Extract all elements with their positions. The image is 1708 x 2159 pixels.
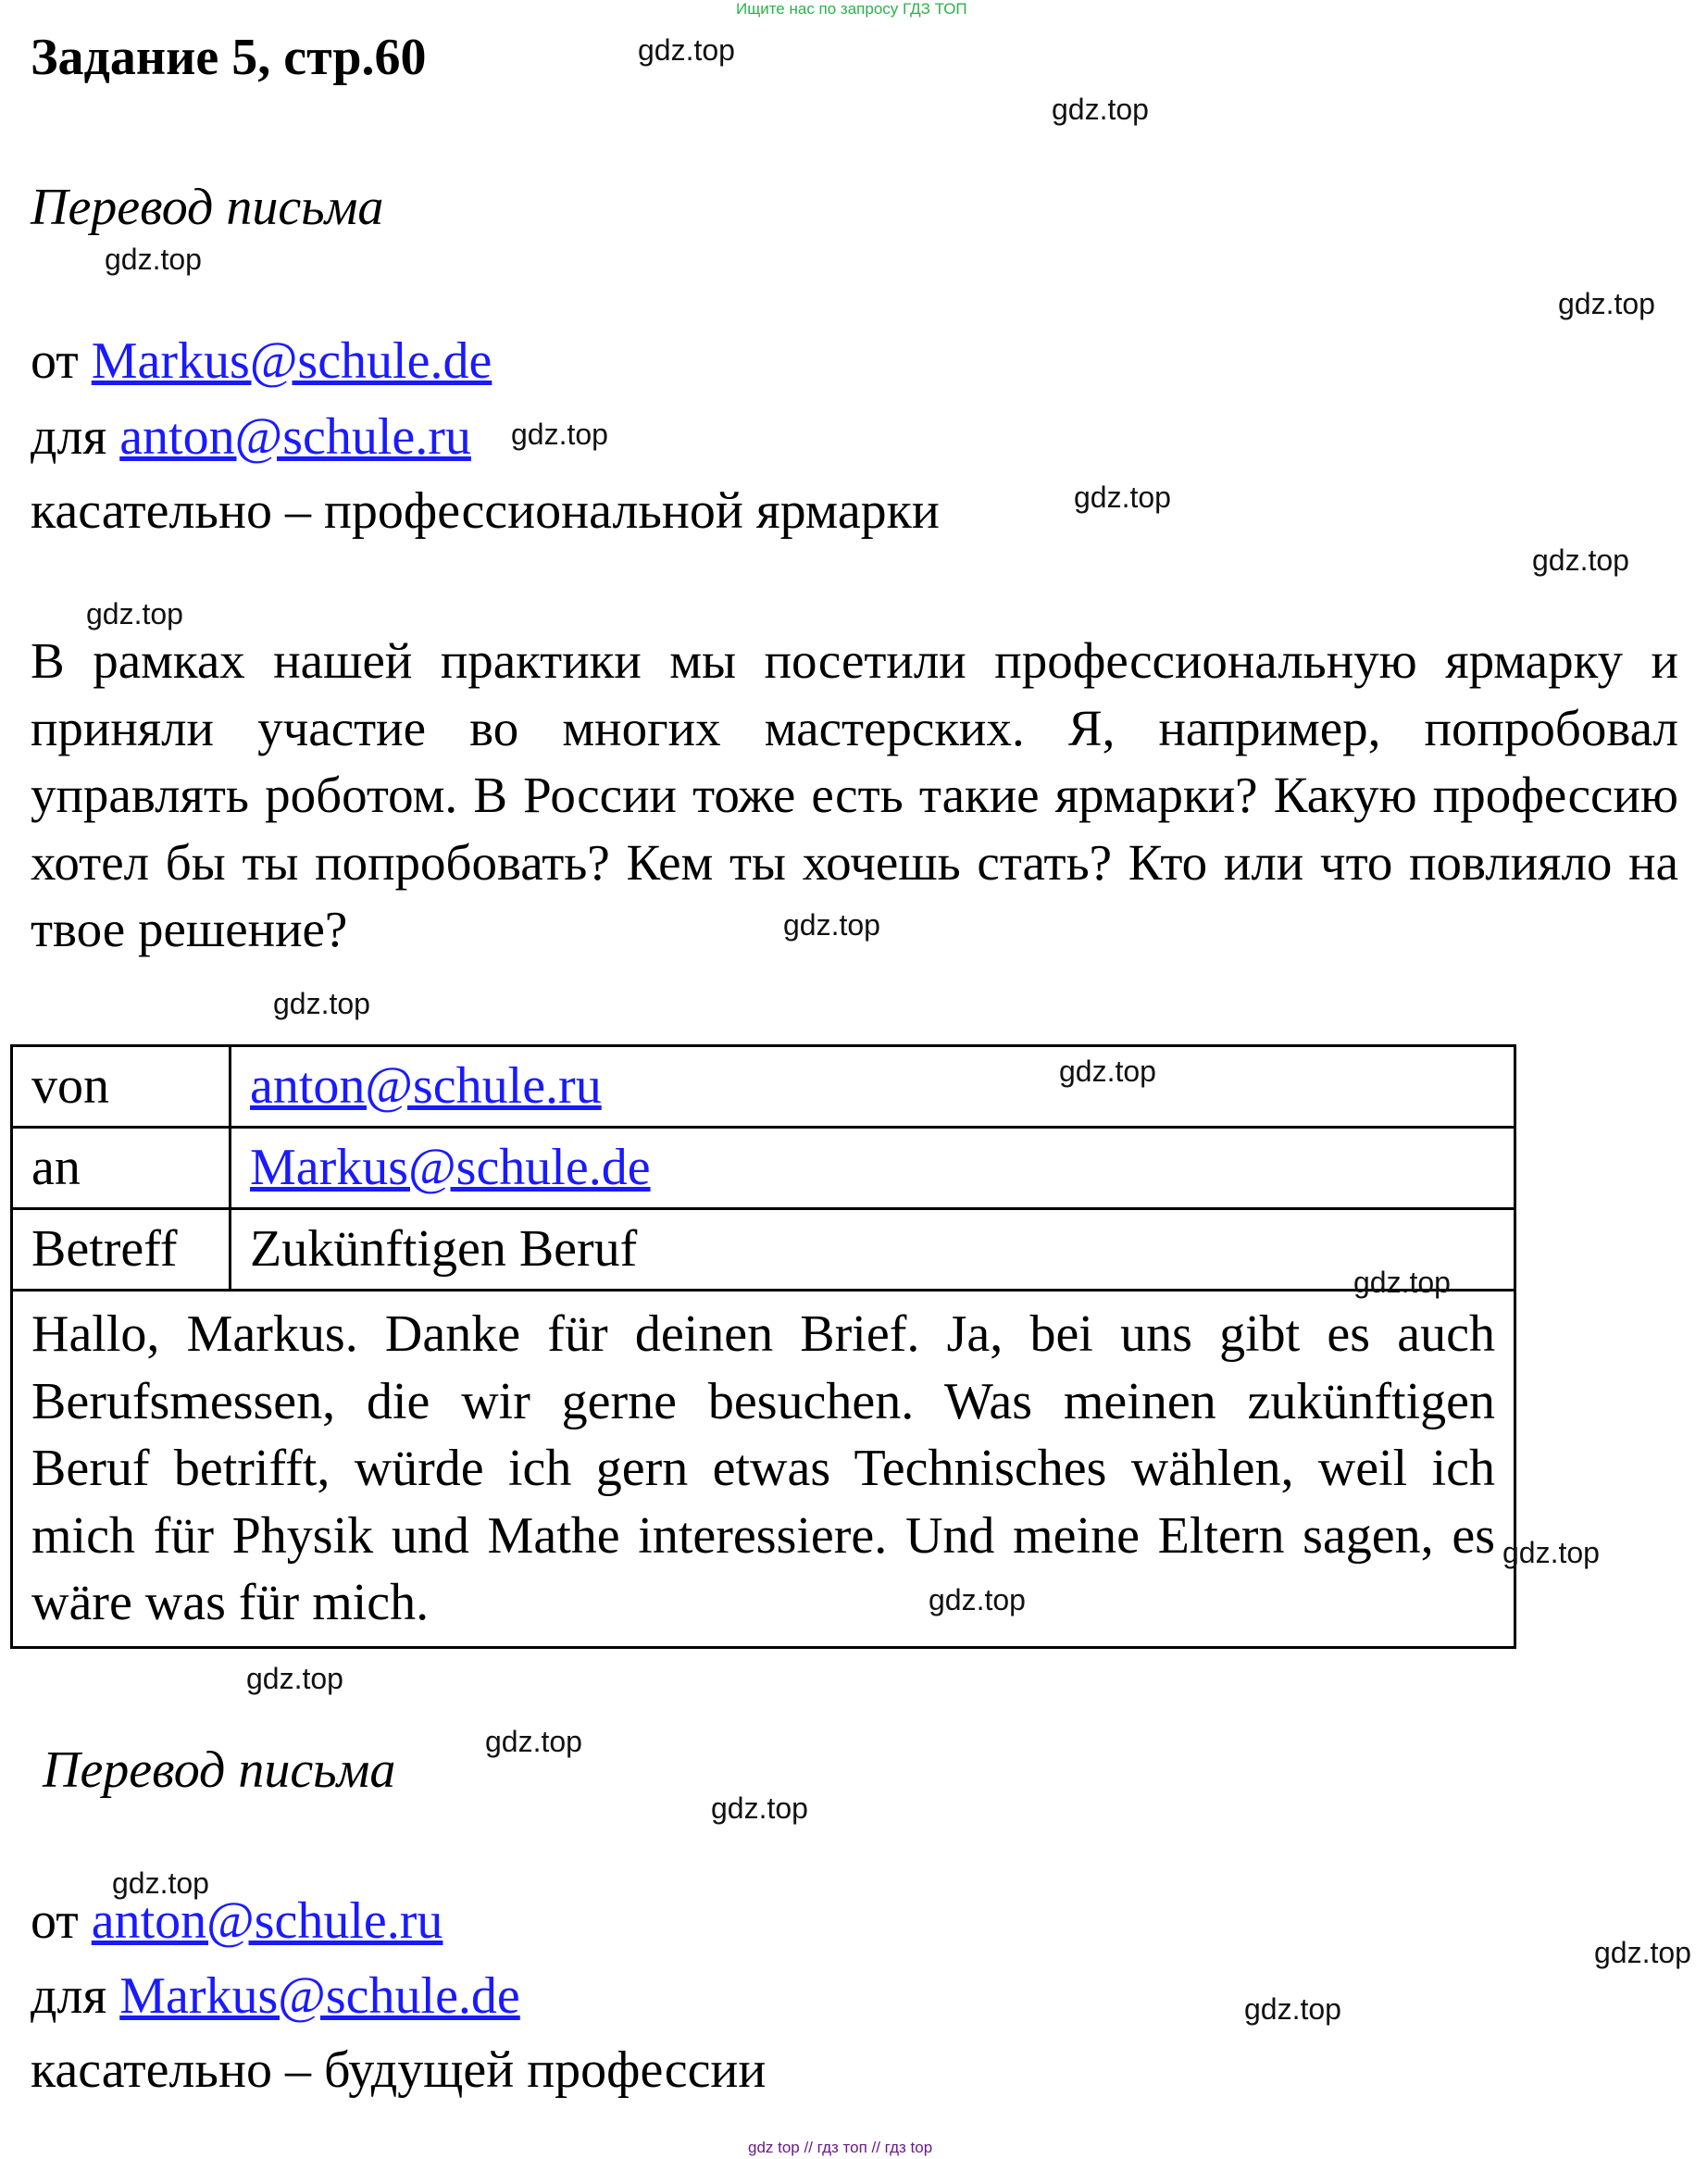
to-email-link[interactable]: anton@schule.ru (119, 408, 471, 466)
row-label-von: von (12, 1046, 231, 1128)
an-email-link[interactable]: Markus@schule.de (250, 1139, 651, 1196)
watermark: gdz.top (1244, 1992, 1341, 2026)
watermark: gdz.top (105, 243, 202, 276)
watermark: gdz.top (929, 1583, 1026, 1616)
section1-to-line (31, 407, 471, 467)
table-row (12, 1291, 1515, 1648)
watermark: gdz.top (711, 1791, 808, 1825)
letter-table (10, 1044, 1516, 1649)
from-label: от (31, 332, 79, 390)
section2-from-line (31, 1891, 443, 1951)
from-email-link[interactable]: Markus@schule.de (91, 332, 492, 390)
watermark: gdz.top (86, 597, 183, 630)
watermark: gdz.top (783, 908, 880, 942)
table-row (12, 1209, 1515, 1291)
section1-subject: касательно – профессиональной ярмарки (31, 482, 940, 540)
row-label-betreff: Betreff (12, 1209, 231, 1291)
row-value-an (231, 1128, 1515, 1209)
watermark: gdz.top (1052, 93, 1149, 126)
section2-to-line (31, 1966, 520, 2026)
von-email-link[interactable]: anton@schule.ru (250, 1057, 602, 1115)
letter-body: Hallo, Markus. Danke für deinen Brief. Ja, bei uns gibt es auch Berufsmessen, die wir gerne besuchen. Was meinen zukünftigen Beruf betrifft, würde ich gern etwas Technisches wählen, weil ich mich für Physik und Mathe interessiere. Und meine Eltern sagen, es wäre was für mich. (12, 1291, 1515, 1648)
row-label-an: an (12, 1128, 231, 1209)
section2-subject: касательно – будущей профессии (31, 2041, 767, 2099)
watermark: gdz.top (1502, 1536, 1600, 1569)
watermark: gdz.top (1594, 1936, 1691, 1969)
from-email-link[interactable]: anton@schule.ru (91, 1892, 443, 1950)
watermark: gdz.top (1074, 480, 1171, 514)
footer-watermark: gdz top // гдз топ // гдз top (748, 2139, 933, 2156)
watermark: gdz.top (511, 418, 608, 451)
watermark: gdz.top (485, 1725, 582, 1758)
watermark: gdz.top (1532, 543, 1629, 577)
row-value-betreff: Zukünftigen Beruf (231, 1209, 1515, 1291)
top-banner: Ищите нас по запросу ГДЗ ТОП (736, 0, 967, 18)
watermark: gdz.top (1059, 1055, 1156, 1088)
table-row (12, 1046, 1515, 1128)
to-label: для (31, 408, 107, 466)
watermark: gdz.top (246, 1662, 343, 1695)
section1-subtitle: Перевод письма (31, 179, 384, 236)
to-email-link[interactable]: Markus@schule.de (119, 1967, 520, 2025)
watermark: gdz.top (1558, 287, 1655, 320)
watermark: gdz.top (1353, 1266, 1451, 1299)
table-row (12, 1128, 1515, 1209)
section1-from-line (31, 331, 492, 391)
row-value-von (231, 1046, 1515, 1128)
watermark: gdz.top (112, 1866, 209, 1900)
watermark: gdz.top (273, 987, 370, 1020)
to-label: для (31, 1967, 107, 2025)
section2-subtitle: Перевод письма (43, 1741, 396, 1799)
section1-body: В рамках нашей практики мы посетили профессиональную ярмарку и приняли участие во многих мастерских. Я, например, попробовал управлять роботом. В России тоже есть такие ярмарки? Какую профессию хотел бы ты попробовать? Кем ты хочешь стать? Кто или что повлияло на твое решение? (31, 632, 1678, 957)
from-label: от (31, 1892, 79, 1950)
watermark: gdz.top (638, 33, 735, 67)
page-title: Задание 5, стр.60 (31, 29, 427, 86)
